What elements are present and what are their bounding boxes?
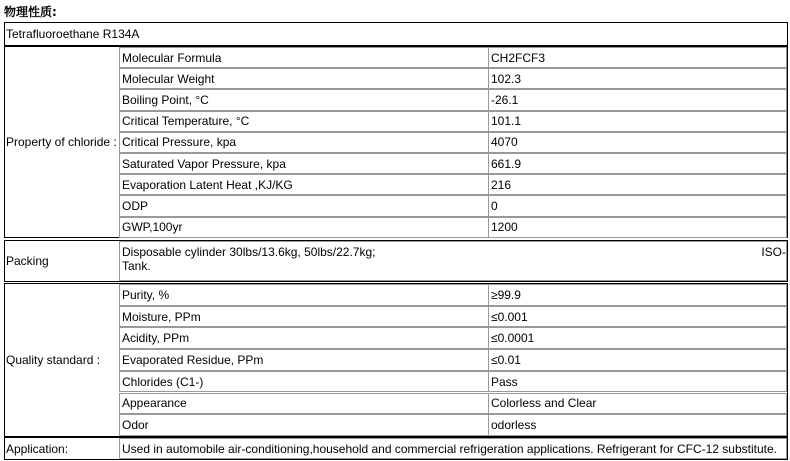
quality-property-name: Moisture, PPm (119, 306, 489, 328)
packing-block (4, 240, 788, 282)
application-block (4, 437, 788, 460)
property-property-value: 4070 (488, 132, 787, 153)
quality-property-value: odorless (488, 414, 787, 436)
quality-property-value: ≤0.0001 (488, 327, 787, 349)
property-property-name: Critical Pressure, kpa (119, 132, 489, 153)
property-property-value: 101.1 (488, 111, 787, 132)
section-heading: 物理性质: (4, 5, 57, 19)
product-row (4, 22, 788, 46)
packing-line-2: Tank. (122, 259, 151, 273)
property-property-name: Molecular Formula (119, 47, 489, 68)
product-name: Tetrafluoroethane R134A (6, 27, 140, 41)
property-property-name: ODP (119, 195, 489, 216)
quality-property-name: Chlorides (C1-) (119, 371, 489, 393)
property-label: Property of chloride : (6, 135, 117, 149)
property-property-value: 661.9 (488, 153, 787, 174)
property-property-name: Saturated Vapor Pressure, kpa (119, 153, 489, 174)
property-block (4, 46, 788, 238)
property-property-name: GWP,100yr (119, 217, 489, 238)
property-property-value: 216 (488, 174, 787, 195)
quality-property-name: Acidity, PPm (119, 327, 489, 349)
quality-property-name: Purity, % (119, 284, 489, 306)
packing-line-1: Disposable cylinder 30lbs/13.6kg, 50lbs/22.7kg; (122, 245, 376, 259)
quality-property-value: ≤0.01 (488, 349, 787, 371)
property-property-value: CH2FCF3 (488, 47, 787, 68)
quality-property-value: ≥99.9 (488, 284, 787, 306)
packing-description (119, 241, 787, 281)
application-label: Application: (6, 441, 69, 456)
quality-property-value: Pass (488, 371, 787, 393)
quality-property-name: Appearance (119, 393, 489, 415)
quality-property-value: ≤0.001 (488, 306, 787, 328)
quality-property-value: Colorless and Clear (488, 393, 787, 415)
packing-label: Packing (6, 254, 49, 268)
quality-label: Quality standard : (6, 353, 101, 367)
application-text: Used in automobile air-conditioning,household and commercial refrigeration applications. Refrigerant for CFC-12 substitute. (119, 438, 787, 459)
quality-property-name: Evaporated Residue, PPm (119, 349, 489, 371)
packing-line-1-end: ISO- (761, 245, 786, 259)
quality-block (4, 283, 788, 437)
property-property-name: Boiling Point, °C (119, 89, 489, 110)
quality-property-name: Odor (119, 414, 489, 436)
property-property-name: Molecular Weight (119, 68, 489, 89)
property-property-value: 1200 (488, 217, 787, 238)
property-property-value: 102.3 (488, 68, 787, 89)
property-property-name: Evaporation Latent Heat ,KJ/KG (119, 174, 489, 195)
property-property-name: Critical Temperature, °C (119, 111, 489, 132)
property-property-value: -26.1 (488, 89, 787, 110)
property-property-value: 0 (488, 195, 787, 216)
